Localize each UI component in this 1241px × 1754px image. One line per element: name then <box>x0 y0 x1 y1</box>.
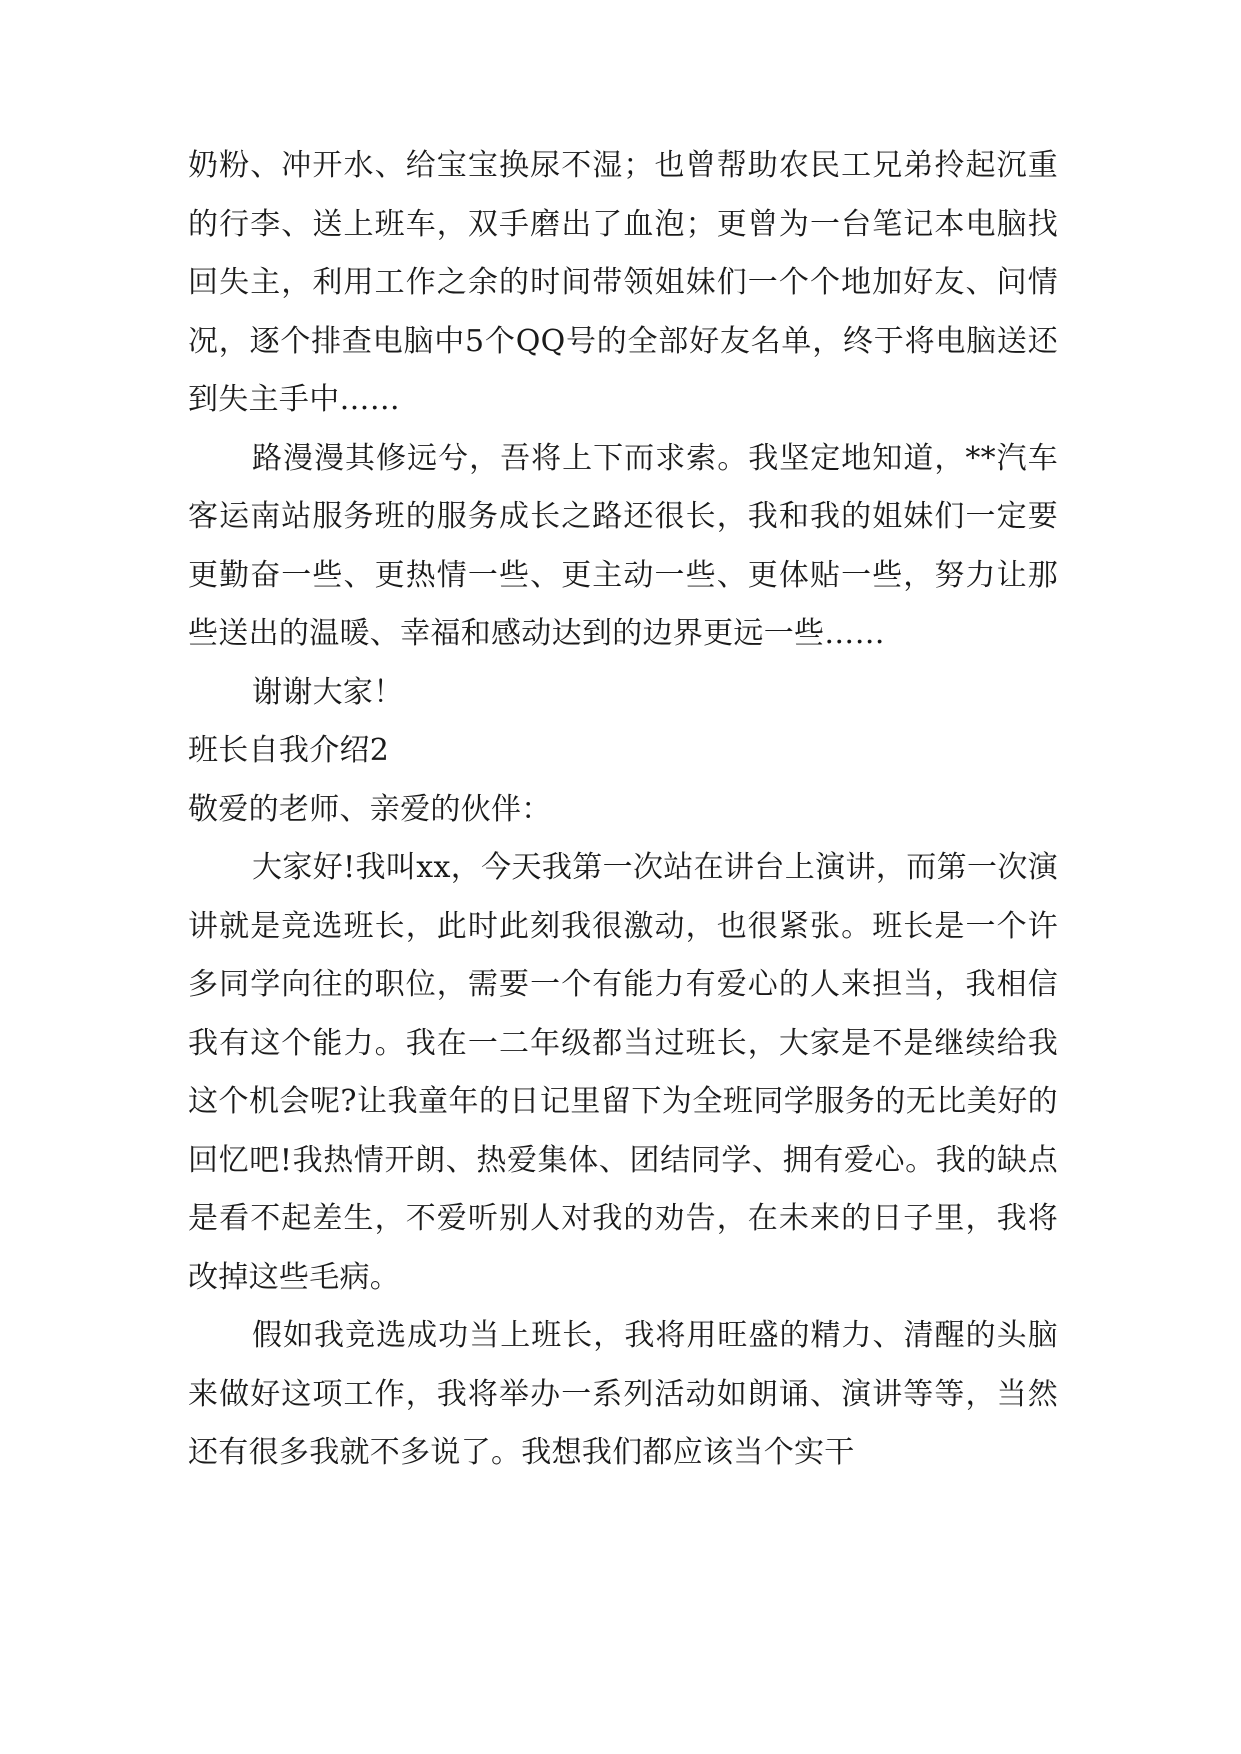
paragraph-continuation: 奶粉、冲开水、给宝宝换尿不湿；也曾帮助农民工兄弟拎起沉重的行李、送上班车，双手磨出了血泡；更曾为一台笔记本电脑找回失主，利用工作之余的时间带领姐妹们一个个地加好友、问情况，逐个排查电脑中5个QQ号的全部好友名单，终于将电脑送还到失主手中…… <box>188 148 1058 417</box>
paragraph-introduction: 大家好!我叫xx，今天我第一次站在讲台上演讲，而第一次演讲就是竞选班长，此时此刻我很激动，也很紧张。班长是一个许多同学向往的职位，需要一个有能力有爱心的人来担当，我相信我有这个能力。我在一二年级都当过班长，大家是不是继续给我这个机会呢?让我童年的日记里留下为全班同学服务的无比美好的回忆吧!我热情开朗、热爱集体、团结同学、拥有爱心。我的缺点是看不起差生，不爱听别人对我的劝告，在未来的日子里，我将改掉这些毛病。 <box>188 850 1058 1295</box>
paragraph-closing: 路漫漫其修远兮，吾将上下而求索。我坚定地知道，**汽车客运南站服务班的服务成长之路还很长，我和我的姐妹们一定要更勤奋一些、更热情一些、更主动一些、更体贴一些，努力让那些送出的温暖、幸福和感动达到的边界更远一些…… <box>188 440 1058 651</box>
section-heading: 班长自我介绍2 <box>188 733 390 768</box>
paragraph-thanks: 谢谢大家！ <box>252 674 404 710</box>
document-body <box>188 137 1058 1483</box>
salutation: 敬爱的老师、亲爱的伙伴： <box>188 791 552 827</box>
paragraph-plan: 假如我竞选成功当上班长，我将用旺盛的精力、清醒的头脑来做好这项工作，我将举办一系列活动如朗诵、演讲等等，当然还有很多我就不多说了。我想我们都应该当个实干 <box>188 1318 1058 1470</box>
